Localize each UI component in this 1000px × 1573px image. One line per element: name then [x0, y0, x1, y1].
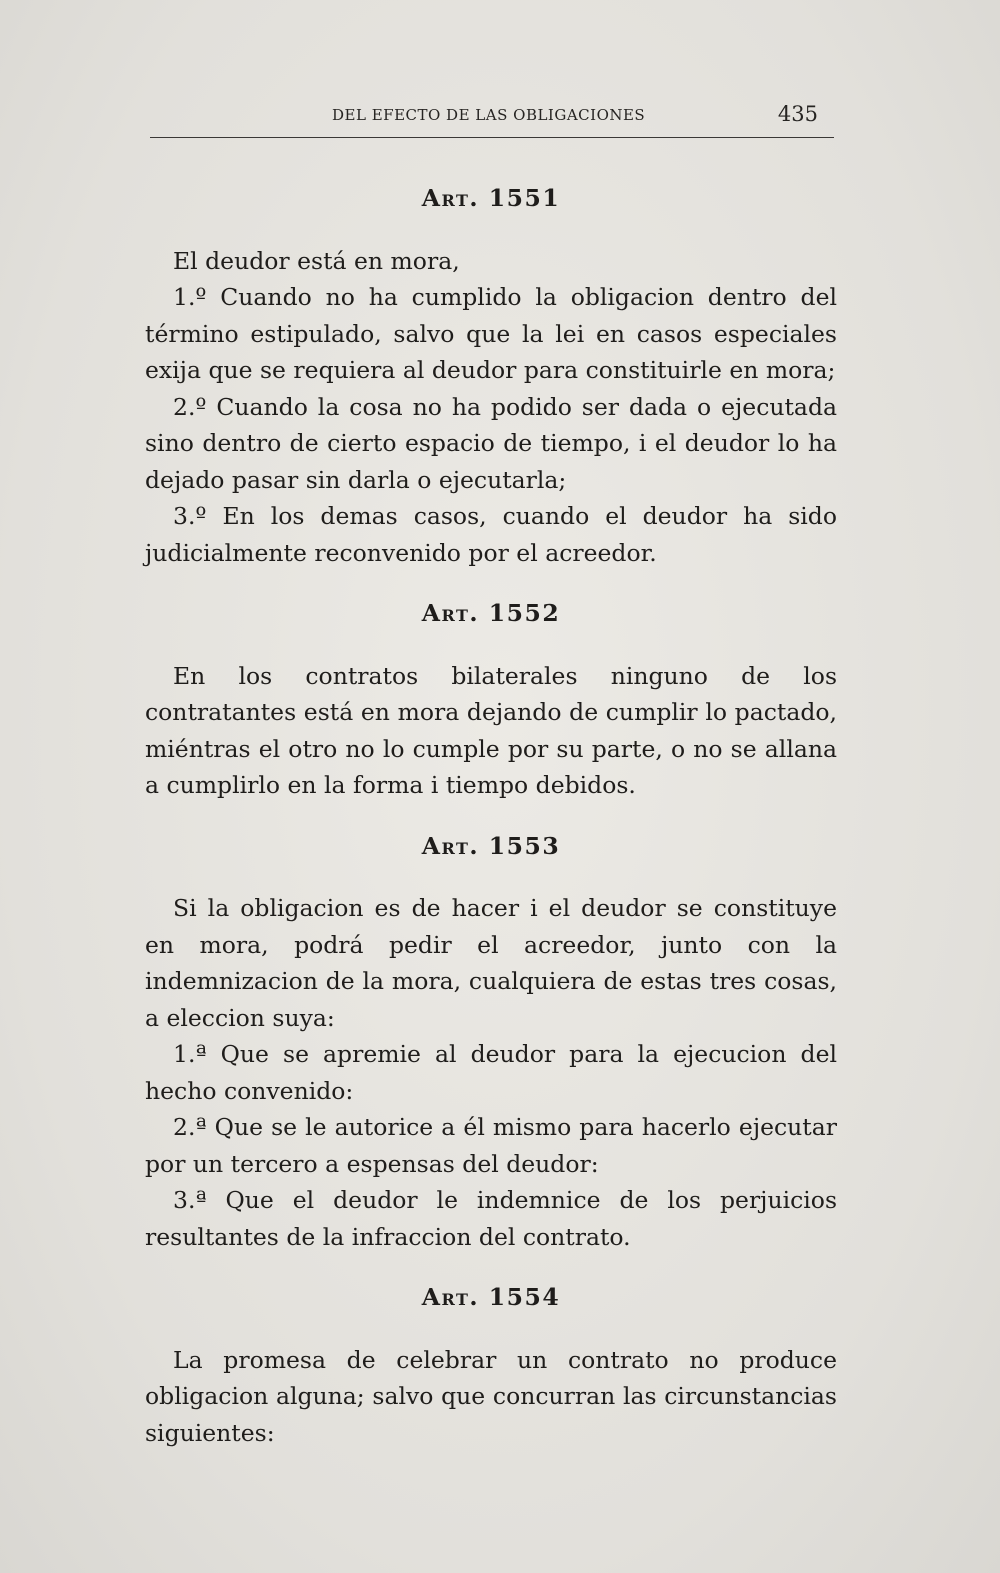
page-header [150, 104, 830, 130]
article-1553-paragraph: 2.ª Que se le autorice a él mismo para hacerlo ejecutar por un tercero a espensas del deudor: [145, 1113, 837, 1178]
article-1554-paragraph: La promesa de celebrar un contrato no produce obligacion alguna; salvo que concurran las circunstancias siguientes: [145, 1345, 837, 1447]
article-1551-paragraph: 1.º Cuando no ha cumplido la obligacion dentro del término estipulado, salvo que la lei en casos especiales exija que se requiera al deudor para constituirle en mora; [145, 283, 837, 384]
article-1552-paragraph: En los contratos bilaterales ninguno de los contratantes está en mora dejando de cumplir lo pactado, miéntras el otro no lo cumple por su parte, o no se allana a cumplirlo en la forma i tiempo debidos. [145, 661, 837, 799]
article-1551-paragraph: El deudor está en mora, [173, 246, 460, 275]
article-heading-1553: Art. 1553 [421, 831, 561, 860]
article-heading-1554: Art. 1554 [421, 1283, 561, 1311]
page-body [145, 180, 837, 1451]
article-1553-paragraph: 1.ª Que se apremie al deudor para la ejecucion del hecho convenido: [145, 1040, 837, 1105]
article-1553-paragraph: 3.ª Que el deudor le indemnice de los perjuicios resultantes de la infraccion del contrato. [145, 1186, 837, 1251]
header-rule [150, 137, 834, 138]
article-1551-paragraph: 2.º Cuando la cosa no ha podido ser dada o ejecutada sino dentro de cierto espacio de tiempo, i el deudor lo ha dejado pasar sin darla o ejecutarla; [145, 392, 837, 494]
page-number: 435 [777, 102, 818, 126]
running-title: DEL EFECTO DE LAS OBLIGACIONES [332, 106, 646, 124]
article-heading-1552: Art. 1552 [421, 599, 561, 627]
article-heading-1551: Art. 1551 [421, 184, 561, 212]
article-1551-paragraph: 3.º En los demas casos, cuando el deudor ha sido judicialmente reconvenido por el acreedor. [145, 502, 837, 567]
article-1553-paragraph: Si la obligacion es de hacer i el deudor se constituye en mora, podrá pedir el acreedor, junto con la indemnizacion de la mora, cualquiera de estas tres cosas, a eleccion suya: [145, 894, 837, 1032]
